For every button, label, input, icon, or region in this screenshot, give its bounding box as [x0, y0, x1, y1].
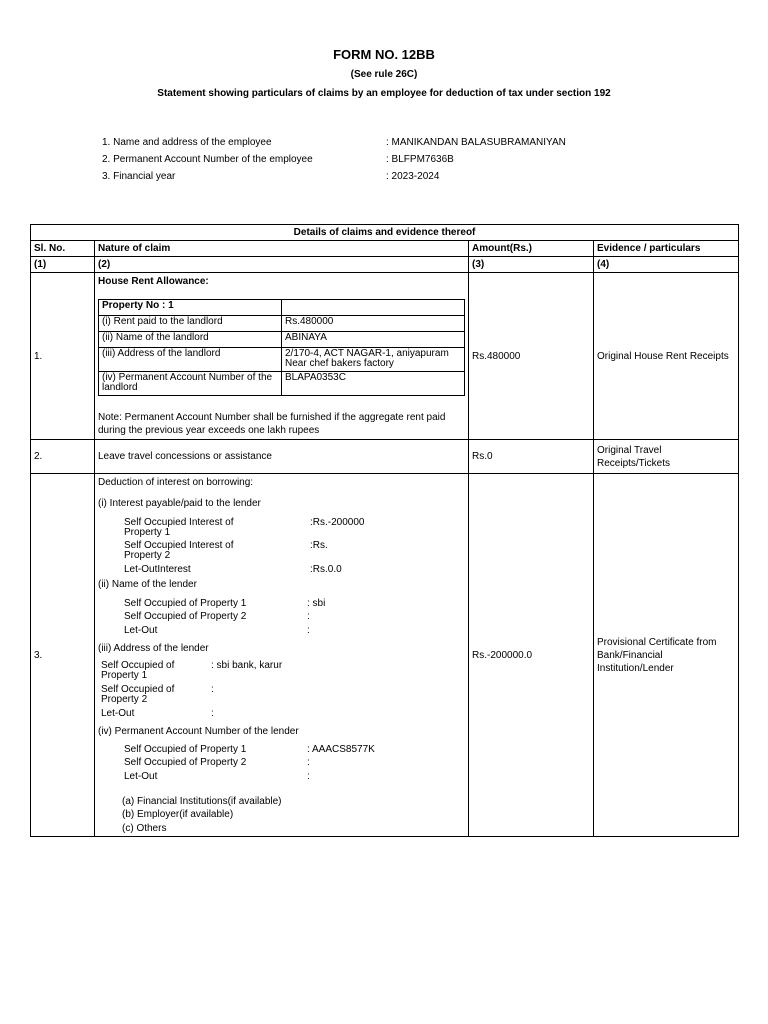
row3-amount: Rs.-200000.0	[469, 474, 594, 837]
lender-pan-prop2-label: Self Occupied of Property 2	[124, 757, 247, 768]
interest-prop2-label: Self Occupied Interest of Property 2	[124, 540, 234, 561]
interest-prop1-label: Self Occupied Interest of Property 1	[124, 517, 234, 538]
interest-prop1-value: :Rs.-200000	[310, 517, 365, 528]
row1-amount: Rs.480000	[469, 273, 594, 440]
lender-address-prop2-label: Self Occupied of Property 2	[101, 684, 175, 705]
header-sl-no: Sl. No.	[31, 241, 95, 257]
lender-pan-prop1-value: : AAACS8577K	[307, 744, 375, 755]
form-title: FORM NO. 12BB	[333, 47, 435, 62]
rule-reference: (See rule 26C)	[350, 69, 418, 80]
row3-claim	[95, 474, 469, 837]
interest-title: (i) Interest payable/paid to the lender	[98, 498, 261, 509]
lender-name-prop1-value: : sbi	[307, 598, 326, 609]
lender-pan-letout-value: :	[307, 771, 310, 782]
lender-address-prop1-value: : sbi bank, karur	[211, 660, 283, 671]
lender-name-letout-label: Let-Out	[124, 625, 158, 636]
col-number-4: (4)	[594, 257, 739, 273]
table-row	[31, 474, 739, 837]
table-caption: Details of claims and evidence thereof	[31, 225, 739, 241]
row1-claim	[95, 273, 469, 440]
employee-pan-value: : BLFPM7636B	[386, 154, 454, 165]
row3-evidence: Provisional Certificate from Bank/Financial Institution/Lender	[594, 474, 739, 837]
institution-b: (b) Employer(if available)	[122, 809, 234, 820]
landlord-address-label: (iii) Address of the landlord	[99, 348, 282, 372]
lender-pan-prop2-value: :	[307, 757, 310, 768]
statement-heading: Statement showing particulars of claims by an employee for deduction of tax under section 192	[157, 88, 611, 99]
interest-prop2-value: :Rs.	[310, 540, 328, 551]
lender-name-letout-value: :	[307, 625, 310, 636]
row3-sl: 3.	[31, 474, 95, 837]
header-amount: Amount(Rs.)	[469, 241, 594, 257]
row2-sl: 2.	[31, 440, 95, 474]
borrowing-title: Deduction of interest on borrowing:	[98, 477, 254, 488]
employee-pan-label: 2. Permanent Account Number of the employee	[102, 154, 313, 165]
lender-pan-letout-label: Let-Out	[124, 771, 158, 782]
claims-table	[30, 224, 739, 837]
employee-name-value: : MANIKANDAN BALASUBRAMANIYAN	[386, 137, 566, 148]
property-table	[98, 299, 465, 396]
interest-letout-label: Let-OutInterest	[124, 564, 191, 575]
financial-year-label: 3. Financial year	[102, 171, 176, 182]
landlord-name-label: (ii) Name of the landlord	[99, 332, 282, 348]
row2-amount: Rs.0	[469, 440, 594, 474]
lender-name-prop1-label: Self Occupied of Property 1	[124, 598, 247, 609]
landlord-name-value: ABINAYA	[282, 332, 465, 348]
header-nature-of-claim: Nature of claim	[95, 241, 469, 257]
row1-evidence: Original House Rent Receipts	[594, 273, 739, 440]
property-header: Property No : 1	[99, 300, 282, 316]
hra-title: House Rent Allowance:	[98, 276, 209, 287]
lender-pan-title: (iv) Permanent Account Number of the lender	[98, 726, 299, 737]
col-number-3: (3)	[469, 257, 594, 273]
lender-pan-prop1-label: Self Occupied of Property 1	[124, 744, 247, 755]
lender-name-prop2-value: :	[307, 611, 310, 622]
landlord-pan-value: BLAPA0353C	[282, 372, 465, 396]
lender-address-letout-label: Let-Out	[101, 708, 135, 719]
col-number-1: (1)	[31, 257, 95, 273]
row2-evidence: Original Travel Receipts/Tickets	[594, 440, 739, 474]
rent-paid-value: Rs.480000	[282, 316, 465, 332]
rent-paid-label: (i) Rent paid to the landlord	[99, 316, 282, 332]
lender-name-prop2-label: Self Occupied of Property 2	[124, 611, 247, 622]
financial-year-value: : 2023-2024	[386, 171, 440, 182]
interest-letout-value: :Rs.0.0	[310, 564, 342, 575]
table-row	[31, 273, 739, 440]
col-number-2: (2)	[95, 257, 469, 273]
hra-note: Note: Permanent Account Number shall be furnished if the aggregate rent paid during the previous year exceeds one lakh rupees	[98, 412, 446, 436]
lender-address-prop1-label: Self Occupied of Property 1	[101, 660, 175, 681]
lender-address-prop2-value: :	[211, 684, 214, 695]
lender-address-letout-value: :	[211, 708, 214, 719]
landlord-address-value: 2/170-4, ACT NAGAR-1, aniyapuram Near chef bakers factory	[282, 348, 465, 372]
row1-sl: 1.	[31, 273, 95, 440]
institution-a: (a) Financial Institutions(if available)	[122, 796, 282, 807]
institution-c: (c) Others	[122, 823, 167, 834]
employee-name-label: 1. Name and address of the employee	[102, 137, 272, 148]
table-row	[31, 440, 739, 474]
row2-claim: Leave travel concessions or assistance	[95, 440, 469, 474]
lender-name-title: (ii) Name of the lender	[98, 579, 197, 590]
lender-address-title: (iii) Address of the lender	[98, 643, 209, 654]
landlord-pan-label: (iv) Permanent Account Number of the landlord	[99, 372, 282, 396]
header-evidence: Evidence / particulars	[594, 241, 739, 257]
